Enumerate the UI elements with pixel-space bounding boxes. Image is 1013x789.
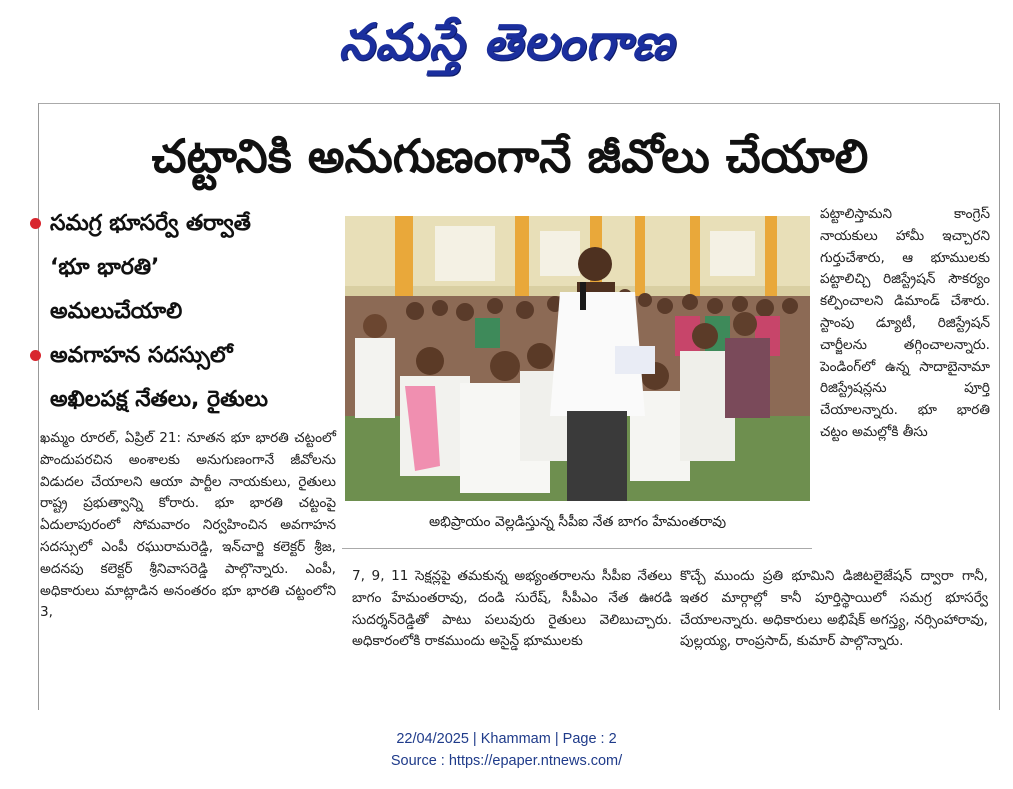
bullet-text: అవగాహన సదస్సులో [50, 343, 233, 368]
article-column-2 [352, 566, 672, 653]
photo-illustration [345, 216, 810, 501]
bullet-text: సమగ్ర భూసర్వే తర్వాతే [50, 211, 251, 236]
article-photo [345, 216, 810, 501]
top-rule [38, 103, 1000, 104]
red-bullet-icon [30, 350, 41, 361]
article-paragraph: పట్టాలిస్తామని కాంగ్రెస్ నాయకులు హామీ ఇచ్చారని గుర్తుచేశారు, ఆ భూములకు పట్టాలిచ్చి రిజిస్ట్రేషన్ సౌకర్యం కల్పించాలని డిమాండ్ చేశారు. స్టాంపు డ్యూటీ, రిజిస్ట్రేషన్ చార్జీలను తగ్గించాలన్నారు. పెండింగ్‌లో ఉన్న సాదాబైనామా రిజిస్ట్రేషన్లను పూర్తి చేయాలన్నారు. భూ భారతి చట్టం అమల్లోకి తీసు [820, 206, 990, 440]
article-column-3 [680, 566, 988, 653]
bullet-text: అఖిలపక్ష నేతలు, రైతులు [50, 387, 269, 412]
article-column-right [820, 204, 990, 444]
page-footer [0, 728, 1013, 772]
photo-caption: అభిప్రాయం వెల్లడిస్తున్న సీపీఐ నేత బాగం హేమంతరావు [428, 514, 727, 530]
footer-date-edition: 22/04/2025 | Khammam | Page : 2 [396, 731, 617, 747]
caption-rule [342, 548, 812, 549]
footer-source: Source : https://epaper.ntnews.com/ [390, 753, 623, 769]
red-bullet-icon [30, 218, 41, 229]
article-paragraph: ఖమ్మం రూరల్, ఏప్రిల్ 21: నూతన భూ భారతి చట్టంలో పొందుపరచిన అంశాలకు అనుగుణంగానే జీవోలను విడుదల చేయాలని ఆయా పార్టీల నాయకులు, రైతులు రాష్ట్ర ప్రభుత్వాన్ని కోరారు. భూ భారతి చట్టంపై ఏదులాపురంలో సోమవారం నిర్వహించిన అవగాహన సదస్సులో ఎంపీ రఘురామరెడ్డి, ఇన్‌చార్జి కలెక్టర్ శ్రీజ, అదనపు కలెక్టర్ శ్రీనివాసరెడ్డి పాల్గొన్నారు. ఎంపీ, అధికారులు మాట్లాడిన అనంతరం భూ భారతి చట్టంలోని 3, [40, 430, 336, 621]
article-paragraph: 7, 9, 11 సెక్షన్లపై తమకున్న అభ్యంతరాలను సీపీఐ నేతలు బాగం హేమంతరావు, దండి సురేష్, సీపీఎం నేత ఊరడి సుదర్శన్‌రెడ్డితో పాటు పలువురు రైతులు వెలిబుచ్చారు. అధికారంలోకి రాకముందు అసైన్డ్ భూములకు [352, 568, 672, 650]
newspaper-logo: నమస్తే తెలంగాణ [338, 13, 675, 71]
bullet-text: ‘భూ భారతి’ [50, 255, 160, 280]
article-column-1 [40, 428, 336, 624]
article-paragraph: కొచ్చే ముందు ప్రతి భూమిని డిజిటలైజేషన్ ద్వారా గానీ, ఇతర మార్గాల్లో కానీ పూర్తిస్థాయిలో సమగ్ర భూసర్వే చేయాలన్నారు. అధికారులు అభిషేక్ అగస్త్య, నర్సింహారావు, పుల్లయ్య, రాంప్రసాద్, కుమార్ పాల్గొన్నారు. [680, 568, 988, 650]
bullet-item [28, 202, 328, 246]
masthead [0, 6, 1013, 78]
subheadline-bullets [28, 202, 328, 422]
bullet-text: అమలుచేయాలి [50, 299, 183, 324]
article-headline: చట్టానికి అనుగుణంగానే జీవోలు చేయాలి [151, 129, 869, 183]
bullet-item [28, 334, 328, 378]
